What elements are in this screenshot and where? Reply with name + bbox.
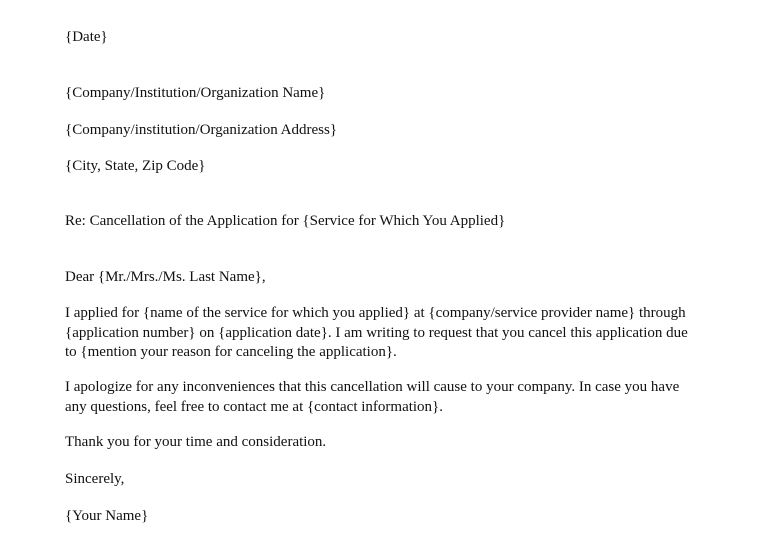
recipient-city-state-zip: {City, State, Zip Code} [65, 158, 206, 174]
signature-name: {Your Name} [65, 508, 149, 524]
body-paragraph-1 [65, 304, 740, 363]
paragraph-2-line: I apologize for any inconveniences that this cancellation will cause to your company. In case you have [65, 379, 680, 395]
body-paragraph-2 [65, 378, 740, 417]
paragraph-2-line: any questions, feel free to contact me at {contact information}. [65, 398, 444, 415]
salutation: Dear {Mr./Mrs./Ms. Last Name}, [65, 269, 266, 285]
thanks-line: Thank you for your time and consideration. [65, 434, 327, 450]
paragraph-1-line: to {mention your reason for canceling the application}. [65, 344, 397, 360]
date-line: {Date} [65, 29, 108, 45]
closing-line: Sincerely, [65, 471, 125, 487]
subject-line: Re: Cancellation of the Application for {Service for Which You Applied} [65, 213, 506, 229]
recipient-company-name: {Company/Institution/Organization Name} [65, 85, 326, 101]
paragraph-1-line: {application number} on {application date}. I am writing to request that you cancel this application due [65, 324, 688, 341]
paragraph-1-line: I applied for {name of the service for which you applied} at {company/service provider name} through [65, 305, 686, 321]
recipient-company-address: {Company/institution/Organization Address} [65, 122, 338, 138]
